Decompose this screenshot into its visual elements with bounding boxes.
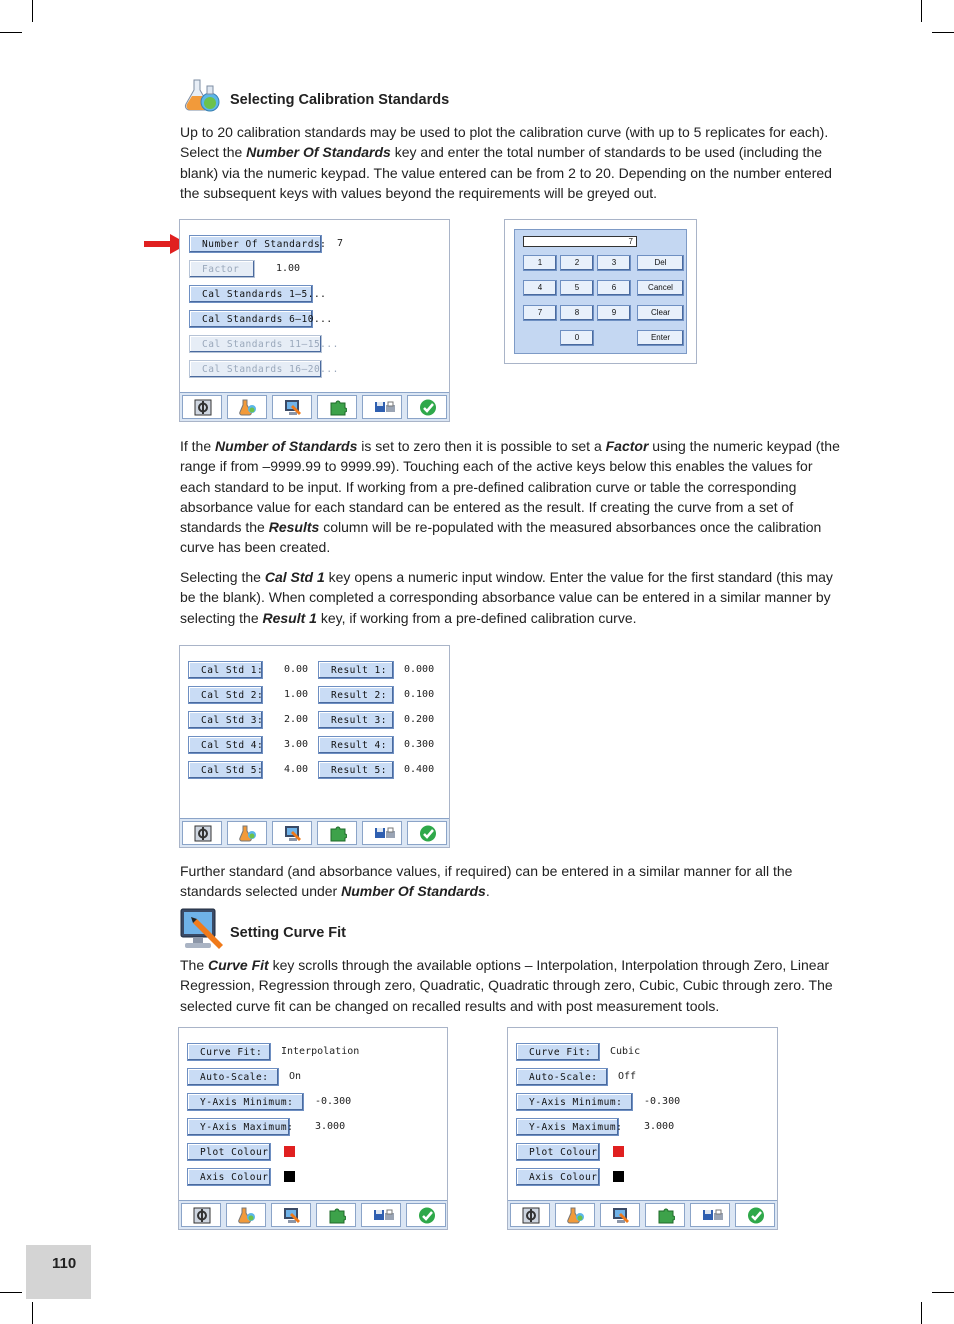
save-print-button[interactable]	[361, 1203, 401, 1227]
curve-setting-button[interactable]: Auto-Scale:	[187, 1068, 279, 1086]
text-run: key and enter the total number of standards to be used (including the blank) via the numeric keypad. The value entered can be from 2 to 20. Depending on the number entered the subsequent keys with values beyond the requirements will be greyed out.	[180, 144, 832, 201]
keypad-key-8[interactable]: 8	[560, 305, 594, 321]
axis-colour-swatch	[613, 1171, 624, 1182]
curve-setting-button[interactable]: Axis Colour	[187, 1168, 271, 1186]
crop-mark	[921, 1302, 922, 1324]
accept-check-button[interactable]	[406, 1203, 446, 1227]
settings-button[interactable]	[181, 1203, 221, 1227]
text-run: key, if working from a pre-defined calibration curve.	[316, 609, 637, 626]
text-run: key opens a numeric input window. Enter the value for the first standard (this may be the blank). When completed a corresponding absorbance value can be entered in a similar manner by selecting the	[180, 569, 833, 626]
crop-mark	[921, 0, 922, 22]
key-name: Number Of Standards	[341, 883, 486, 900]
curve-setting-value: 3.000	[644, 1121, 675, 1132]
text-run: using the numeric keypad (the range if from –9999.99 to 9999.99). Touching each of the active keys below this enables the values for each standard to be input. If working from a pre-defined calibration curve or table the corresponding absorbance value for each standard can be entered as the result. If creating the curve from a set of standards the	[180, 438, 840, 536]
crop-mark	[0, 1292, 22, 1293]
paragraph-cal-std	[180, 567, 840, 628]
paragraph-curve-fit	[180, 955, 840, 1016]
crop-mark	[32, 1302, 33, 1324]
keypad-key-5[interactable]: 5	[560, 280, 594, 296]
paragraph-factor	[180, 436, 840, 558]
keypad-key-3[interactable]: 3	[597, 255, 631, 271]
keypad-key-9[interactable]: 9	[597, 305, 631, 321]
monitor-button[interactable]	[271, 1203, 311, 1227]
result-value: 0.100	[404, 689, 435, 700]
axis-colour-swatch	[284, 1171, 295, 1182]
curve-setting-button[interactable]: Y-Axis Minimum:	[516, 1093, 633, 1111]
curve-fit-cubic-screen	[507, 1027, 778, 1230]
puzzle-button[interactable]	[317, 821, 357, 845]
cal-std-value: 1.00	[284, 689, 309, 700]
curve-setting-value: -0.300	[644, 1096, 681, 1107]
accept-check-button[interactable]	[407, 395, 447, 419]
keypad-key-del[interactable]: Del	[637, 255, 684, 271]
key-name: Curve Fit	[208, 957, 269, 973]
screen-toolbar	[180, 392, 449, 421]
cal-standards-screen	[179, 645, 450, 848]
curve-setting-button[interactable]: Plot Colour	[187, 1143, 271, 1161]
settings-button[interactable]	[182, 395, 222, 419]
curve-setting-button[interactable]: Y-Axis Maximum:	[187, 1118, 290, 1136]
curve-setting-button[interactable]: Auto-Scale:	[516, 1068, 608, 1086]
keypad-key-0[interactable]: 0	[560, 330, 594, 346]
curve-setting-button[interactable]: Axis Colour	[516, 1168, 600, 1186]
key-name: Result 1	[262, 609, 317, 626]
result-button[interactable]: Result 2:	[318, 686, 394, 704]
keypad-key-enter[interactable]: Enter	[637, 330, 684, 346]
settings-key-value: 1.00	[276, 263, 301, 274]
curve-setting-button[interactable]: Plot Colour	[516, 1143, 600, 1161]
key-name: Results	[268, 519, 320, 536]
numeric-keypad-screen	[504, 219, 697, 364]
plot-colour-swatch	[284, 1146, 295, 1157]
keypad-key-clear[interactable]: Clear	[637, 305, 684, 321]
screen-toolbar	[179, 1200, 447, 1229]
result-value: 0.400	[404, 764, 435, 775]
crop-mark	[0, 32, 22, 33]
result-button[interactable]: Result 1:	[318, 661, 394, 679]
text-run: .	[485, 883, 490, 900]
settings-key-button[interactable]: Cal Standards 11–15...	[189, 335, 322, 353]
curve-fit-interpolation-screen	[178, 1027, 448, 1230]
cal-std-value: 0.00	[284, 664, 309, 675]
keypad-key-1[interactable]: 1	[523, 255, 557, 271]
cal-std-value: 4.00	[284, 764, 309, 775]
keypad-key-4[interactable]: 4	[523, 280, 557, 296]
curve-setting-button[interactable]: Y-Axis Maximum:	[516, 1118, 619, 1136]
curve-setting-value: Cubic	[610, 1046, 641, 1057]
flasks-button[interactable]	[555, 1203, 595, 1227]
text-run: Up to 20 calibration standards may be used to plot the calibration curve (with up to 5 replicates for each). Select the	[180, 124, 829, 161]
page-number-box	[26, 1245, 91, 1299]
text-run: is set to zero then it is possible to set a	[357, 438, 606, 454]
screen-toolbar	[508, 1200, 777, 1229]
save-print-button[interactable]	[362, 821, 402, 845]
puzzle-button[interactable]	[317, 395, 357, 419]
settings-button[interactable]	[182, 821, 222, 845]
cal-std-button[interactable]: Cal Std 3:	[188, 711, 263, 729]
number-of-standards-screen	[179, 219, 450, 422]
curve-setting-value: Off	[618, 1071, 637, 1082]
text-run: column will be re-populated with the measured absorbances once the calibration curve has been created.	[180, 519, 822, 556]
settings-key-value: 7	[337, 238, 344, 249]
result-value: 0.200	[404, 714, 435, 725]
cal-std-button[interactable]: Cal Std 1:	[188, 661, 263, 679]
keypad-key-cancel[interactable]: Cancel	[637, 280, 684, 296]
result-button[interactable]: Result 3:	[318, 711, 394, 729]
text-run: If the	[180, 438, 216, 454]
settings-button[interactable]	[510, 1203, 550, 1227]
key-name: Cal Std 1	[264, 569, 325, 585]
flasks-icon	[180, 76, 222, 118]
plot-colour-swatch	[613, 1146, 624, 1157]
result-value: 0.300	[404, 739, 435, 750]
curve-setting-button[interactable]: Y-Axis Minimum:	[187, 1093, 304, 1111]
key-name: Factor	[605, 438, 649, 454]
text-run: key scrolls through the available options – Interpolation, Interpolation through Zero, Linear Regression, Regression through zero, Quadratic, Quadratic through zero, Cubic, Cubic through zero. The selected curve fit can be changed on recalled results and with post measurement tools.	[180, 957, 833, 1014]
puzzle-button[interactable]	[645, 1203, 685, 1227]
save-print-button[interactable]	[362, 395, 402, 419]
cal-std-button[interactable]: Cal Std 2:	[188, 686, 263, 704]
cal-std-value: 2.00	[284, 714, 309, 725]
result-button[interactable]: Result 5:	[318, 761, 394, 779]
paragraph-further-standards	[180, 861, 840, 902]
key-name: Number Of Standards	[246, 144, 391, 161]
accept-check-button[interactable]	[407, 821, 447, 845]
monitor-button[interactable]	[600, 1203, 640, 1227]
curve-setting-button[interactable]: Curve Fit:	[516, 1043, 600, 1061]
paragraph-calibration-intro	[180, 122, 840, 203]
keypad-key-2[interactable]: 2	[560, 255, 594, 271]
cal-std-button[interactable]: Cal Std 5:	[188, 761, 263, 779]
text-run: Selecting the	[180, 569, 265, 585]
monitor-pen-icon	[179, 907, 227, 953]
crop-mark	[932, 1292, 954, 1293]
settings-key-button[interactable]: Cal Standards 6–10...	[189, 310, 313, 328]
result-button[interactable]: Result 4:	[318, 736, 394, 754]
text-run: Further standard (and absorbance values, if required) can be entered in a similar manner for all the standards selected under	[180, 863, 793, 900]
settings-key-button[interactable]: Number Of Standards:	[189, 235, 322, 253]
keypad-display: 7	[523, 236, 637, 247]
cal-std-button[interactable]: Cal Std 4:	[188, 736, 263, 754]
text-run: The	[180, 957, 209, 973]
section-heading-curve-fit: Setting Curve Fit	[230, 925, 347, 941]
page-number: 110	[52, 1255, 77, 1272]
keypad-key-7[interactable]: 7	[523, 305, 557, 321]
section-heading-calibration: Selecting Calibration Standards	[230, 92, 450, 108]
puzzle-button[interactable]	[316, 1203, 356, 1227]
screen-toolbar	[180, 818, 449, 847]
settings-key-button[interactable]: Factor	[189, 260, 255, 278]
key-name: Number of Standards	[215, 438, 358, 454]
cal-std-value: 3.00	[284, 739, 309, 750]
curve-setting-button[interactable]: Curve Fit:	[187, 1043, 271, 1061]
save-print-button[interactable]	[690, 1203, 730, 1227]
settings-key-button[interactable]: Cal Standards 16–20...	[189, 360, 322, 378]
flasks-button[interactable]	[227, 395, 267, 419]
result-value: 0.000	[404, 664, 435, 675]
curve-setting-value: -0.300	[315, 1096, 352, 1107]
flasks-button[interactable]	[227, 821, 267, 845]
curve-setting-value: On	[289, 1071, 302, 1082]
settings-key-button[interactable]: Cal Standards 1–5...	[189, 285, 313, 303]
monitor-button[interactable]	[272, 395, 312, 419]
keypad-key-6[interactable]: 6	[597, 280, 631, 296]
monitor-button[interactable]	[272, 821, 312, 845]
accept-check-button[interactable]	[735, 1203, 775, 1227]
curve-setting-value: Interpolation	[281, 1046, 360, 1057]
curve-setting-value: 3.000	[315, 1121, 346, 1132]
crop-mark	[932, 32, 954, 33]
flasks-button[interactable]	[226, 1203, 266, 1227]
crop-mark	[32, 0, 33, 22]
